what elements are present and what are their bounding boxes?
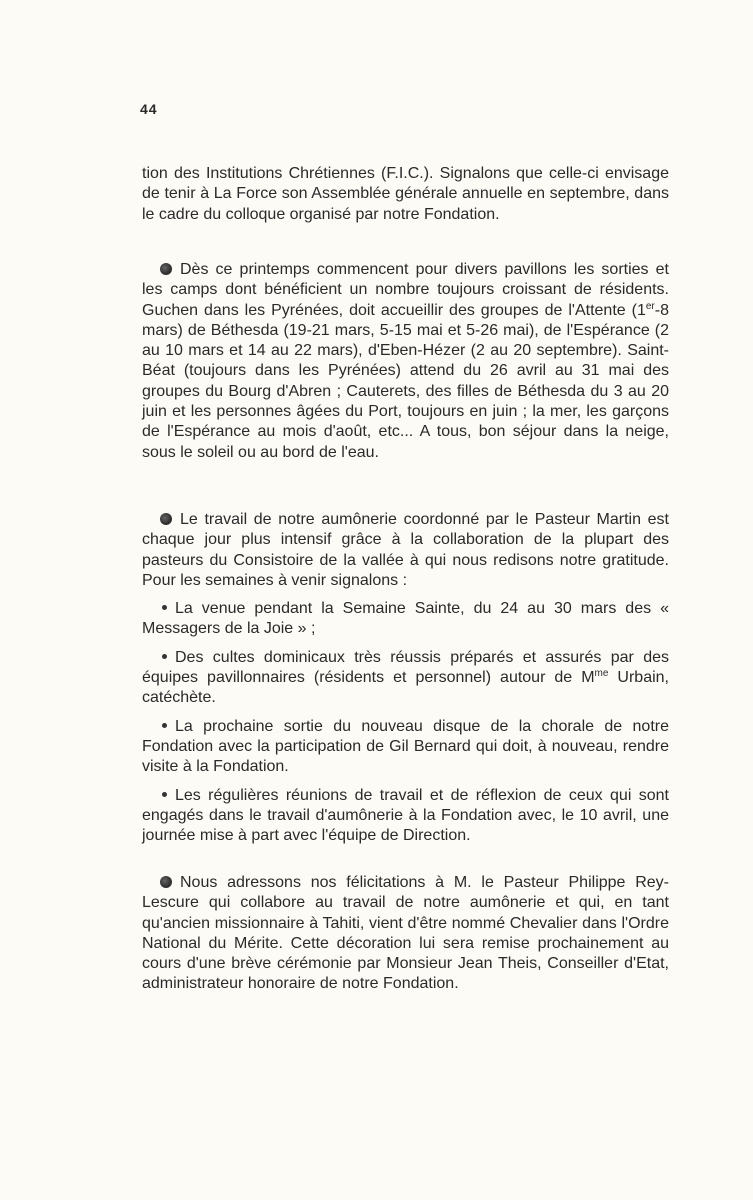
round-bullet-icon [160,513,172,525]
aumonerie-item-2-superscript: me [594,668,609,680]
small-bullet-icon [162,792,167,797]
small-bullet-icon [162,723,167,728]
page-number: 44 [140,101,158,117]
paragraph-aumonerie [142,510,669,846]
aumonerie-intro [142,510,669,591]
paragraph-fic [142,164,669,229]
aumonerie-item-4-text: Les régulières réunions de travail et de réflexion de ceux qui sont engagés dans le travail d'aumônerie à la Fondation avec, le 10 avril, une journée mise à part avec l'équipe de Direction. [142,786,669,845]
paragraph-sorties [142,260,669,467]
paragraph-felicitations [142,873,669,999]
paragraph-felicitations-text [142,873,669,995]
small-bullet-icon [162,654,167,659]
aumonerie-item-2 [142,648,669,709]
sorties-text-b: -8 mars) de Béthesda (19-21 mars, 5-15 mai et 5-26 mai), de l'Espérance (2 au 10 mars et 14 au 22 mars), d'Eben-Hézer (2 au 20 septembre). Saint-Béat (toujours dans les Pyrénées) attend du 26 avril au 31 mai des groupes du Bourg d'Abren ; Cauterets, des filles de Béthesda du 3 au 20 juin et les personnes âgées du Port, toujours en juin ; la mer, les garçons de l'Espérance au mois d'août, etc... A tous, bon séjour dans la neige, sous le soleil ou au bord de l'eau. [142,301,669,461]
aumonerie-item-1-text: La venue pendant la Semaine Sainte, du 24 au 30 mars des « Messagers de la Joie » ; [142,600,669,638]
paragraph-fic-text: tion des Institutions Chrétiennes (F.I.C.). Signalons que celle-ci envisage de tenir à La Force son Assemblée générale annuelle en septembre, dans le cadre du colloque organisé par notre Fondation. [142,165,669,223]
aumonerie-item-3 [142,717,669,778]
aumonerie-item-4 [142,786,669,847]
aumonerie-intro-text: Le travail de notre aumônerie coordonné par le Pasteur Martin est chaque jour plus intensif grâce à la collaboration de la plupart des pasteurs du Consistoire de la vallée à qui nous redisons notre gratitude. Pour les semaines à venir signalons : [142,511,669,589]
paragraph-sorties-text [142,260,669,463]
aumonerie-item-2-text-a: Des cultes dominicaux très réussis préparés et assurés par des équipes pavillonnaires (résidents et personnel) autour de M [142,648,669,687]
sorties-superscript: er [645,300,655,312]
small-bullet-icon [162,605,167,610]
round-bullet-icon [160,876,172,888]
aumonerie-item-3-text: La prochaine sortie du nouveau disque de la chorale de notre Fondation avec la participation de Gil Bernard qui doit, à nouveau, rendre visite à la Fondation. [142,717,669,776]
felicitations-text: Nous adressons nos félicitations à M. le Pasteur Philippe Rey-Lescure qui collabore au travail de notre aumônerie et qui, en tant qu'ancien missionnaire à Tahiti, vient d'être nommé Chevalier dans l'Ordre National du Mérite. Cette décoration lui sera remise prochainement au cours d'une brève cérémonie par Monsieur Jean Theis, Conseiller d'Etat, administrateur honoraire de notre Fondation. [142,874,669,993]
aumonerie-item-1 [142,599,669,640]
round-bullet-icon [160,263,172,275]
sorties-text-a: Dès ce printemps commencent pour divers pavillons les sorties et les camps dont bénéficient un nombre toujours croissant de résidents. Guchen dans les Pyrénées, doit accueillir des groupes de l'Attente (1 [142,261,669,319]
aumonerie-item-2-text-b: Urbain, catéchète. [142,669,669,707]
